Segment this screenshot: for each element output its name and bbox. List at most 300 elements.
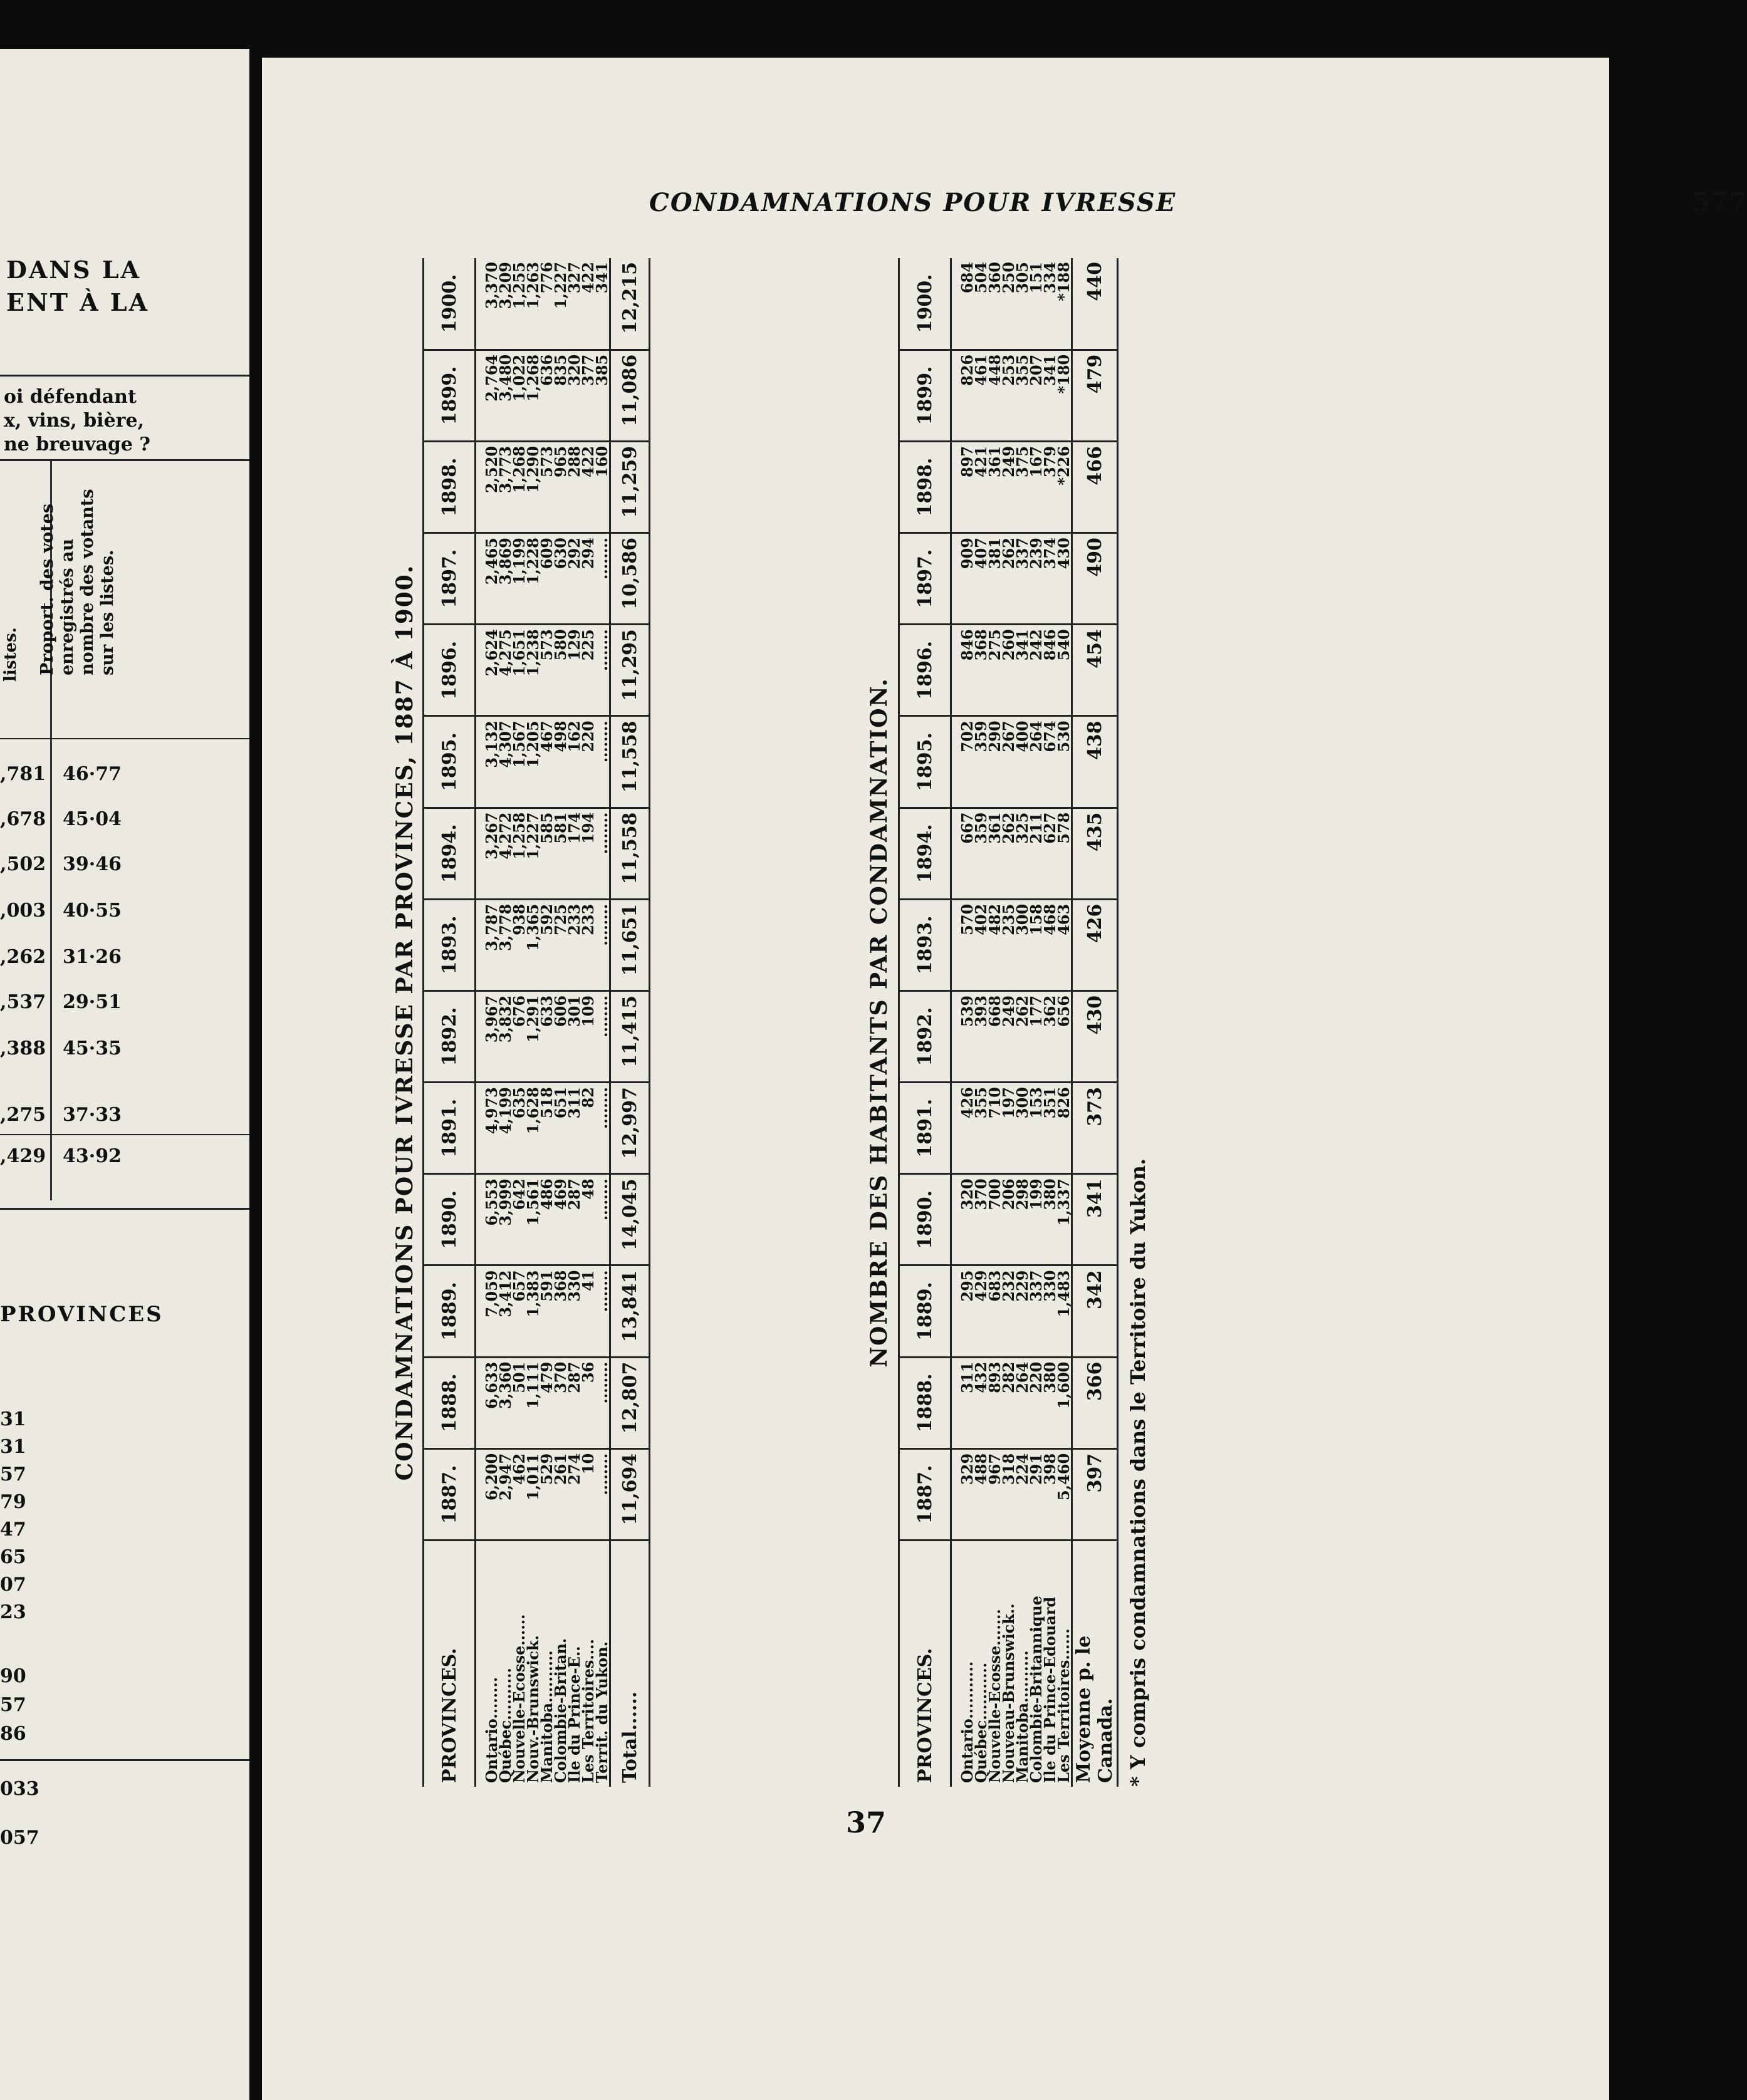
table-cell: 341	[1041, 354, 1059, 386]
table-cell: 330	[1041, 1270, 1059, 1302]
table-cell: 325	[1013, 812, 1031, 844]
table-cell: 518	[538, 1087, 556, 1119]
province-name: Territ. du Yukon.	[593, 1641, 611, 1783]
table-cell: 288	[565, 445, 583, 478]
table-cell: 702	[958, 720, 976, 752]
province-name: Colombie-Britannique	[1027, 1596, 1045, 1783]
table-cell: 592	[538, 903, 556, 935]
table-cell: 1,268	[524, 354, 542, 402]
table-cell: 482	[986, 903, 1004, 935]
table1-rotated-block	[387, 258, 650, 1787]
table-cell: 242	[1027, 629, 1045, 661]
table-cell: 1,227	[551, 262, 570, 309]
table-cell: 1,268	[510, 445, 528, 494]
table-cell: 249	[999, 445, 1018, 478]
left-lower-5: 47	[0, 1519, 26, 1541]
left-lower-1: 31	[0, 1408, 26, 1430]
table-cell: 2,764	[482, 354, 501, 402]
table1-year-header: 1899.	[424, 350, 476, 441]
table-cell: 468	[1041, 903, 1059, 935]
table-cell: 3,360	[496, 1361, 514, 1409]
table-cell: 211	[1027, 812, 1045, 844]
table2-footer-value: 490	[1072, 533, 1118, 625]
table2-year-column	[951, 533, 1072, 625]
table-cell: 220	[1027, 1361, 1045, 1393]
left-row-5-right: 31·26	[63, 946, 122, 968]
table-cell: 109	[579, 995, 597, 1027]
table-cell: 361	[986, 445, 1004, 478]
left-row-7-left: ,388	[0, 1037, 46, 1059]
table1-footer-value: 11,295	[610, 625, 650, 716]
table-cell: 6,553	[482, 1178, 501, 1226]
table2-year-header: 1900.	[899, 258, 951, 350]
table1-year-column	[476, 1357, 610, 1448]
table2-year-header: 1890.	[899, 1174, 951, 1266]
province-name: Nouv.-Brunswick.	[524, 1635, 542, 1783]
table-cell: 965	[551, 445, 570, 478]
table2-footer-value: 479	[1072, 350, 1118, 441]
table1-year-header: 1898.	[424, 441, 476, 533]
table-cell: 627	[1041, 812, 1059, 844]
table-cell: 355	[972, 1087, 990, 1119]
table2-year-header: 1894.	[899, 808, 951, 899]
province-name: Nouveau-Brunswick..	[999, 1603, 1018, 1783]
table-cell: 7,059	[482, 1270, 501, 1318]
table1-convictions	[422, 258, 650, 1787]
table-cell: 967	[986, 1453, 1004, 1485]
table-cell: 274	[565, 1453, 583, 1485]
table2-year-column	[951, 990, 1072, 1082]
table2-inhabitants	[898, 258, 1119, 1787]
left-question-3: ne breuvage ?	[4, 434, 150, 455]
table-cell: 651	[551, 1087, 570, 1119]
table-cell: 368	[551, 1270, 570, 1302]
table1-year-column	[476, 1083, 610, 1174]
table-cell: 197	[999, 1087, 1018, 1119]
table-cell: 467	[538, 720, 556, 752]
table-cell: 199	[1027, 1178, 1045, 1210]
table-cell: 897	[958, 445, 976, 478]
table-cell: 292	[565, 538, 583, 569]
table2-year-column	[951, 441, 1072, 533]
table2-year-column	[951, 808, 1072, 899]
table-cell: 1,022	[510, 354, 528, 402]
province-name: Ile du Prince-Edouard	[1041, 1596, 1059, 1783]
table1-footer-value: 11,086	[610, 350, 650, 441]
table-cell: 3,412	[496, 1270, 514, 1318]
table-cell: 609	[538, 538, 556, 569]
table-cell: 253	[999, 354, 1018, 386]
table-cell: 250	[999, 262, 1018, 294]
table-cell: 225	[579, 629, 597, 661]
table-cell: 580	[551, 629, 570, 661]
table-cell: 1,567	[510, 720, 528, 768]
table-cell: 235	[999, 903, 1018, 935]
table-cell: 360	[986, 262, 1004, 294]
province-name: Nouvelle-Ecosse.......	[986, 1609, 1004, 1783]
left-rule-5	[0, 1208, 249, 1210]
left-heading-1: DANS LA	[6, 256, 142, 284]
table1-footer-value: 11,259	[610, 441, 650, 533]
table-cell: 36	[579, 1361, 597, 1383]
table-cell: 573	[538, 629, 556, 661]
table1-footer-value: 12,215	[610, 258, 650, 350]
table-cell: 633	[538, 995, 556, 1027]
table-cell: 290	[986, 720, 1004, 752]
table-cell: 479	[538, 1361, 556, 1393]
table-cell: 422	[579, 445, 597, 478]
table-cell: 469	[551, 1178, 570, 1210]
table-cell: 4,275	[496, 629, 514, 677]
left-provinces-fragment: PROVINCES	[0, 1302, 164, 1327]
left-row-3-right: 39·46	[63, 853, 122, 875]
table2-year-column	[951, 1266, 1072, 1357]
table-cell: 488	[972, 1453, 990, 1485]
table2-year-header: 1897.	[899, 533, 951, 625]
table-cell: 262	[999, 812, 1018, 844]
table-cell: 194	[579, 812, 597, 844]
table-cell: 379	[1041, 445, 1059, 478]
table2-year-header: 1899.	[899, 350, 951, 441]
table-cell: 1,263	[524, 262, 542, 309]
table2-rotated-block	[860, 258, 1150, 1787]
table-cell: 295	[958, 1270, 976, 1302]
table1-footer-value: 11,558	[610, 808, 650, 899]
table-cell: 1,600	[1055, 1361, 1073, 1409]
table-cell: 5,460	[1055, 1453, 1073, 1500]
table1-footer-value: 11,558	[610, 716, 650, 808]
table-cell: 341	[1013, 629, 1031, 661]
table-cell: 362	[1041, 995, 1059, 1027]
table-cell: *188	[1055, 262, 1073, 301]
table-cell: 359	[972, 720, 990, 752]
table-cell: 1,290	[524, 445, 542, 494]
table2-year-header: 1895.	[899, 716, 951, 808]
page-number: 577	[1692, 187, 1747, 217]
table-cell: 462	[510, 1453, 528, 1485]
table-cell: 361	[986, 812, 1004, 844]
table1-footer-value: 12,997	[610, 1083, 650, 1174]
table-cell: 355	[1013, 354, 1031, 386]
table-cell: 3,778	[496, 903, 514, 951]
left-row-6-left: ,537	[0, 991, 46, 1013]
table-cell: 1,365	[524, 903, 542, 951]
table-cell: 4,307	[496, 720, 514, 768]
table1-header-provinces: PROVINCES.	[424, 1541, 476, 1787]
province-name: Québec...........	[972, 1662, 990, 1783]
table-cell: 301	[565, 995, 583, 1027]
table-cell: 581	[551, 812, 570, 844]
table-cell: 3,209	[496, 262, 514, 309]
left-cut-header: listes.	[1, 627, 20, 682]
table-cell: 529	[538, 1453, 556, 1485]
left-rule-2	[0, 459, 249, 461]
table-cell: 300	[1013, 903, 1031, 935]
table-cell: 334	[1041, 262, 1059, 294]
table-cell: 1,561	[524, 1178, 542, 1226]
table1-footer-value: 11,651	[610, 899, 650, 990]
province-name: Ile du Prince-E..	[565, 1646, 583, 1783]
table1-year-header: 1888.	[424, 1357, 476, 1448]
table-cell: 684	[958, 262, 976, 294]
table1-footer-value: 12,807	[610, 1357, 650, 1448]
table-cell: 320	[565, 354, 583, 386]
table-cell: ........	[593, 1178, 611, 1221]
table-cell: 41	[579, 1270, 597, 1291]
table-cell: 82	[579, 1087, 597, 1108]
table-cell: 776	[538, 262, 556, 294]
table-cell: 260	[999, 629, 1018, 661]
table-cell: 380	[1041, 1178, 1059, 1210]
table-cell: 311	[565, 1087, 583, 1119]
table-cell: 1,238	[524, 629, 542, 677]
table-cell: 287	[565, 1178, 583, 1210]
table-cell: 385	[593, 354, 611, 386]
table1-year-column	[476, 533, 610, 625]
table-cell: *180	[1055, 354, 1073, 394]
left-row-8-left: ,275	[0, 1104, 46, 1126]
table1-year-column	[476, 1266, 610, 1357]
table-cell: 330	[565, 1270, 583, 1302]
table-cell: 530	[1055, 720, 1073, 752]
table-cell: 539	[958, 995, 976, 1027]
table-cell: 402	[972, 903, 990, 935]
table-cell: ........	[593, 1270, 611, 1312]
table1-year-column	[476, 258, 610, 350]
table-cell: 264	[1027, 720, 1045, 752]
table-cell: 351	[1041, 1087, 1059, 1119]
table-cell: ........	[593, 1087, 611, 1129]
table-cell: 264	[1013, 1361, 1031, 1393]
table1-year-column	[476, 716, 610, 808]
table1-footer-value: 14,045	[610, 1174, 650, 1266]
table-cell: ........	[593, 903, 611, 946]
left-row-4-right: 40·55	[63, 900, 122, 922]
table-cell: 311	[958, 1361, 976, 1393]
left-rule-4	[0, 1134, 249, 1135]
table-cell: 668	[986, 995, 1004, 1027]
table2-footer-value: 426	[1072, 899, 1118, 990]
left-rule-3	[0, 738, 249, 739]
table2-year-header: 1892.	[899, 990, 951, 1082]
table-cell: 233	[579, 903, 597, 935]
table-cell: 1,227	[524, 812, 542, 860]
table-cell: 1,337	[1055, 1178, 1073, 1226]
left-lower-8: 23	[0, 1601, 26, 1623]
table-cell: 448	[986, 354, 1004, 386]
table-cell: 3,370	[482, 262, 501, 309]
table-cell: 642	[510, 1178, 528, 1210]
page-number-signature: 37	[846, 1806, 887, 1839]
table1-year-header: 1897.	[424, 533, 476, 625]
table-cell: 3,480	[496, 354, 514, 402]
table-cell: 422	[579, 262, 597, 294]
table-cell: 370	[972, 1178, 990, 1210]
table-cell: 400	[1013, 720, 1031, 752]
table2-footer-value: 373	[1072, 1083, 1118, 1174]
table2-year-column	[951, 258, 1072, 350]
table-cell: 700	[986, 1178, 1004, 1210]
left-row-5-left: ,262	[0, 946, 46, 968]
table1-year-column	[476, 441, 610, 533]
table1-footer-value: 13,841	[610, 1266, 650, 1357]
table-cell: 224	[1013, 1453, 1031, 1485]
table-cell: 4,199	[496, 1087, 514, 1135]
province-name: Colombie-Britan.	[551, 1638, 570, 1783]
table-cell: 177	[1027, 995, 1045, 1027]
table1-year-column	[476, 1448, 610, 1540]
left-row-1-right: 46·77	[63, 763, 122, 785]
province-name: Ontario...........	[958, 1661, 976, 1783]
province-name: Manitoba..........	[538, 1650, 556, 1783]
table-cell: 318	[999, 1453, 1018, 1485]
table-cell: 359	[972, 812, 990, 844]
table-cell: 275	[986, 629, 1004, 661]
province-name: Québec..........	[496, 1668, 514, 1783]
table-cell: 3,999	[496, 1178, 514, 1226]
left-question-2: x, vins, bière,	[4, 410, 144, 432]
table-cell: 1,383	[524, 1270, 542, 1318]
table-cell: 341	[593, 262, 611, 294]
table1-year-header: 1896.	[424, 625, 476, 716]
table-cell: 232	[999, 1270, 1018, 1302]
table2-year-header: 1888.	[899, 1357, 951, 1448]
province-name: Ontario........	[482, 1676, 501, 1783]
table2-province-names	[951, 1541, 1072, 1787]
left-row-6-right: 29·51	[63, 991, 122, 1013]
table-cell: 1,111	[524, 1361, 542, 1409]
table-cell: 294	[579, 538, 597, 569]
table-cell: 1,651	[510, 629, 528, 677]
table2-footer-value: 435	[1072, 808, 1118, 899]
table-cell: 591	[538, 1270, 556, 1302]
page-577	[262, 58, 1747, 2100]
table1-year-header: 1890.	[424, 1174, 476, 1266]
table-cell: 6,200	[482, 1453, 501, 1500]
table2-year-header: 1889.	[899, 1266, 951, 1357]
table-cell: 370	[551, 1361, 570, 1393]
left-lower-7: 07	[0, 1574, 26, 1596]
left-page-fragment	[0, 49, 249, 2100]
table-cell: 430	[1055, 538, 1073, 569]
table1-footer-value: 10,586	[610, 533, 650, 625]
table-cell: 540	[1055, 629, 1073, 661]
left-row-8-right: 37·33	[63, 1104, 122, 1126]
table2-footer-value: 342	[1072, 1266, 1118, 1357]
table-cell: 826	[1055, 1087, 1073, 1119]
table-cell: 1,199	[510, 538, 528, 585]
table-cell: 220	[579, 720, 597, 752]
table1-title: CONDAMNATIONS POUR IVRESSE PAR PROVINCES, 1887 À 1900.	[392, 564, 418, 1481]
table-cell: 1,255	[510, 262, 528, 309]
table-cell: 429	[972, 1270, 990, 1302]
table2-year-column	[951, 1357, 1072, 1448]
table1-year-column	[476, 350, 610, 441]
table-cell: 291	[1027, 1453, 1045, 1485]
table-cell: 1,483	[1055, 1270, 1073, 1318]
table-cell: 504	[972, 262, 990, 294]
table-cell: 374	[1041, 538, 1059, 569]
left-lower-13: 057	[0, 1827, 39, 1849]
table-cell: *226	[1055, 445, 1073, 486]
table-cell: 158	[1027, 903, 1045, 935]
table-cell: 1,628	[524, 1087, 542, 1135]
table2-footer-value: 440	[1072, 258, 1118, 350]
table-cell: 909	[958, 538, 976, 569]
running-head	[649, 188, 1746, 226]
table2-footer-value: 430	[1072, 990, 1118, 1082]
table-cell: 337	[1027, 1270, 1045, 1302]
table-cell: 337	[1013, 538, 1031, 569]
table1-year-header: 1892.	[424, 990, 476, 1082]
table-cell: 893	[986, 1361, 1004, 1393]
table-cell: 381	[986, 538, 1004, 569]
table-cell: 267	[999, 720, 1018, 752]
table-cell: 1,291	[524, 995, 542, 1043]
table-cell: 578	[1055, 812, 1073, 844]
left-heading-2: ENT À LA	[6, 288, 150, 316]
table1-year-header: 1894.	[424, 808, 476, 899]
table1-year-header: 1893.	[424, 899, 476, 990]
table2-header-provinces: PROVINCES.	[899, 1541, 951, 1787]
province-name: Les Territoires....	[579, 1639, 597, 1783]
table-cell: ........	[593, 720, 611, 763]
table-cell: 725	[551, 903, 570, 935]
table-cell: 206	[999, 1178, 1018, 1210]
province-name: Manitoba..........	[1013, 1650, 1031, 1783]
running-head-title: CONDAMNATIONS POUR IVRESSE	[649, 188, 1177, 217]
table-cell: 282	[999, 1361, 1018, 1393]
table-cell: 305	[1013, 262, 1031, 294]
table-cell: 846	[958, 629, 976, 661]
table2-year-header: 1893.	[899, 899, 951, 990]
table-cell: 501	[510, 1361, 528, 1393]
table1-year-column	[476, 808, 610, 899]
table-cell: 635	[510, 1087, 528, 1119]
left-lower-10: 57	[0, 1694, 26, 1716]
table2-title: NOMBRE DES HABITANTS PAR CONDAMNATION.	[866, 677, 892, 1368]
table2-year-column	[951, 1083, 1072, 1174]
table-cell: 239	[1027, 538, 1045, 569]
table-cell: 207	[1027, 354, 1045, 386]
table-cell: 329	[958, 1453, 976, 1485]
table-cell: 320	[958, 1178, 976, 1210]
table1-footer-value: 11,415	[610, 990, 650, 1082]
table1-footer-value: 11,694	[610, 1448, 650, 1540]
table2-year-header: 1896.	[899, 625, 951, 716]
table1-year-header: 1895.	[424, 716, 476, 808]
table-cell: 4,272	[496, 812, 514, 860]
left-row-2-left: ,678	[0, 808, 46, 830]
table-cell: ........	[593, 1361, 611, 1404]
left-rule-6	[0, 1759, 249, 1761]
table2-year-column	[951, 625, 1072, 716]
table-cell: 486	[538, 1178, 556, 1210]
left-column-header: Proport. des votes enregistrés au nombre des votants sur les listes.	[38, 489, 117, 675]
table-cell: 1,011	[524, 1453, 542, 1500]
table-cell: 261	[551, 1453, 570, 1485]
table2-footer-value: 341	[1072, 1174, 1118, 1266]
province-name: Nouvelle-Ecosse......	[510, 1614, 528, 1783]
table1-province-names	[476, 1541, 610, 1787]
table-cell: 432	[972, 1361, 990, 1393]
table1-footer-label: Total......	[610, 1541, 650, 1787]
table-cell: 3,132	[482, 720, 501, 768]
table2-year-column	[951, 899, 1072, 990]
table-cell: 2,520	[482, 445, 501, 494]
province-name: Les Territoires......	[1055, 1628, 1073, 1783]
table-cell: 630	[551, 538, 570, 569]
